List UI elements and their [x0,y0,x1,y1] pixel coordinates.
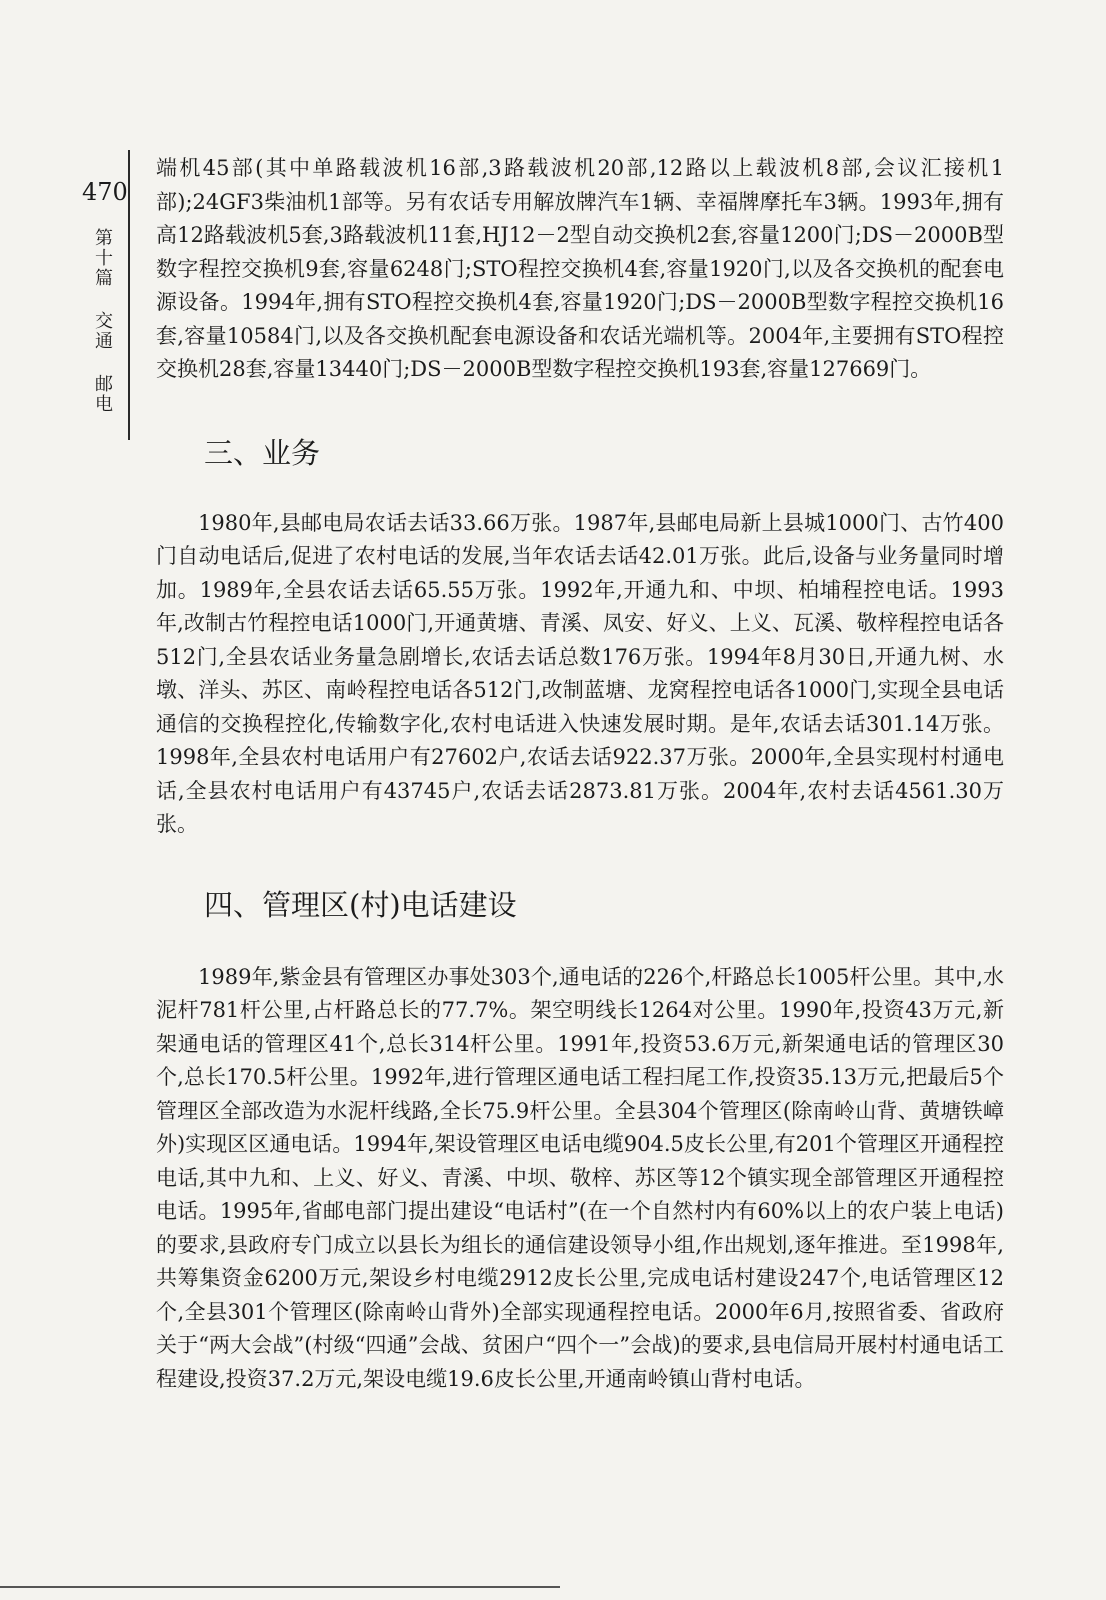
section-heading-business: 三、业务 [204,435,321,470]
running-section-title: 第十篇 交通 邮电 [92,228,113,414]
scan-bottom-edge [0,1586,560,1588]
page-body [156,152,1004,1396]
margin-rule [128,150,130,440]
equipment-paragraph: 端机45部(其中单路载波机16部,3路载波机20部,12路以上载波机8部,会议汇接机1部);24GF3柴油机1部等。另有农话专用解放牌汽车1辆、幸福牌摩托车3辆。1993年,拥有高12路载波机5套,3路载波机11套,HJ12－2型自动交换机2套,容量1200门;DS－2000B型数字程控交换机9套,容量6248门;STO程控交换机4套,容量1920门,以及各交换机的配套电源设备。1994年,拥有STO程控交换机4套,容量1920门;DS－2000B型数字程控交换机16套,容量10584门,以及各交换机配套电源设备和农话光端机等。2004年,主要拥有STO程控交换机28套,容量13440门;DS－2000B型数字程控交换机193套,容量127669门。 [156,156,1004,381]
village-phone-paragraph: 1989年,紫金县有管理区办事处303个,通电话的226个,杆路总长1005杆公里。其中,水泥杆781杆公里,占杆路总长的77.7%。架空明线长1264对公里。1990年,投资43万元,新架通电话的管理区41个,总长314杆公里。1991年,投资53.6万元,新架通电话的管理区30个,总长170.5杆公里。1992年,进行管理区通电话工程扫尾工作,投资35.13万元,把最后5个管理区全部改造为水泥杆线路,全长75.9杆公里。全县304个管理区(除南岭山背、黄塘铁嶂外)实现区区通电话。1994年,架设管理区电话电缆904.5皮长公里,有201个管理区开通程控电话,其中九和、上义、好义、青溪、中坝、敬梓、苏区等12个镇实现全部管理区开通程控电话。1995年,省邮电部门提出建设“电话村”(在一个自然村内有60%以上的农户装上电话)的要求,县政府专门成立以县长为组长的通信建设领导小组,作出规划,逐年推进。至1998年,共筹集资金6200万元,架设乡村电缆2912皮长公里,完成电话村建设247个,电话管理区12个,全县301个管理区(除南岭山背外)全部实现通程控电话。2000年6月,按照省委、省政府关于“两大会战”(村级“四通”会战、贫困户“四个一”会战)的要求,县电信局开展村村通电话工程建设,投资37.2万元,架设电缆19.6皮长公里,开通南岭镇山背村电话。 [156,964,1004,1391]
business-paragraph: 1980年,县邮电局农话去话33.66万张。1987年,县邮电局新上县城1000门、古竹400门自动电话后,促进了农村电话的发展,当年农话去话42.01万张。此后,设备与业务量同时增加。1989年,全县农话去话65.55万张。1992年,开通九和、中坝、柏埔程控电话。1993年,改制古竹程控电话1000门,开通黄塘、青溪、凤安、好义、上义、瓦溪、敬梓程控电话各512门,全县农话业务量急剧增长,农话去话总数176万张。1994年8月30日,开通九树、水墩、洋头、苏区、南岭程控电话各512门,改制蓝塘、龙窝程控电话各1000门,实现全县电话通信的交换程控化,传输数字化,农村电话进入快速发展时期。是年,农话去话301.14万张。1998年,全县农村电话用户有27602户,农话去话922.37万张。2000年,全县实现村村通电话,全县农村电话用户有43745户,农话去话2873.81万张。2004年,农村去话4561.30万张。 [156,510,1004,836]
page-number: 470 [82,178,128,206]
section-heading-village-phone: 四、管理区(村)电话建设 [204,887,517,922]
